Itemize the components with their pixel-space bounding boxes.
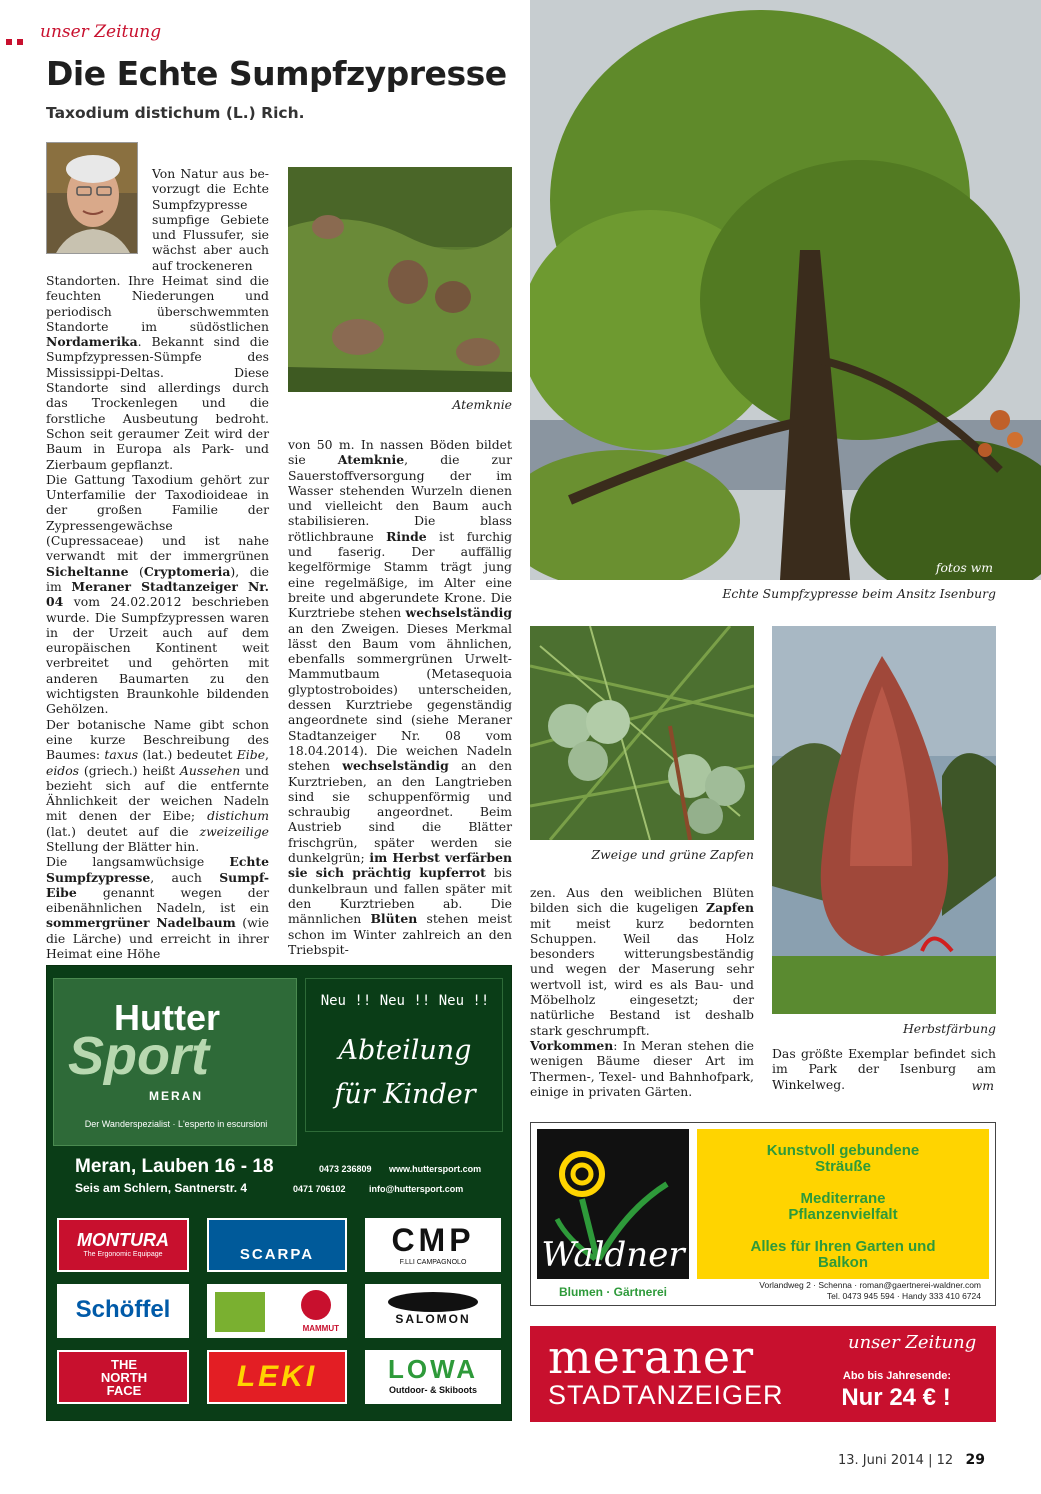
hutter-logo-box — [53, 978, 297, 1146]
meraner-name-2: STADTANZEIGER — [548, 1380, 784, 1410]
meraner-abo: Abo bis Jahresende: — [842, 1370, 952, 1382]
article-col-4: Das größte Exemplar befindet sich im Park der Isenburg am Winkelweg. — [772, 1046, 996, 1092]
salomon-icon — [388, 1292, 478, 1312]
article-col-2: von 50 m. In nassen Böden bildet sie Atemknie, die zur Sauerstoffversorgung der im Wasser stehenden Wurzeln dienen und vielleicht den Baum auch stabilisieren. Die blass rötlichbraune Rinde ist furchig und faserig. Der auffällig kegelförmige Stamm trägt jung eine regelmäßige, im Alter eine breite und abgerundete Krone. Die Kurztriebe stehen wechselständig an den Zweigen. Dieses Merkmal lässt den Baum vom ähnlichen, ebenfalls sommergrünen Urwelt-Mammutbaum (Metasequoia glyptostroboides) unterscheiden, dessen Kurztriebe gegenständig angeordnete sind (siehe Meraner Stadtanzeiger Nr. 08 vom 18.04.2014). Die weichen Nadeln stehen wechselständig an den Kurztrieben, an den Langtrieben sind sie schuppenförmig und schraubig angeordnet. Beim Austrieb sind die Blätter frischgrün, später werden sie dunkelgrün; im Herbst verfärben sie sich prächtig kupferrot bis dunkelbraun und fallen später mit den Kurztrieben ab. Die männlichen Blüten stehen meist schon im Winter zahlreich an den Triebspit- — [288, 437, 512, 957]
waldner-line-2: Mediterrane Pflanzenvielfalt — [788, 1190, 898, 1223]
photo-atemknie — [288, 167, 512, 392]
ad-hutter-sport[interactable] — [46, 965, 512, 1421]
waldner-line-3: Alles für Ihren Garten und Balkon — [750, 1238, 936, 1271]
article-author: wm — [971, 1078, 994, 1093]
footer-date: 13. Juni 2014 | 12 — [838, 1453, 954, 1468]
brand-schoeffel — [57, 1284, 189, 1338]
article-title: Die Echte Sumpfzypresse — [46, 54, 507, 93]
page-footer — [838, 1452, 985, 1468]
header-logo: unser Zeitung — [40, 22, 162, 42]
waldner-line-1: Kunstvoll gebundene Sträuße — [766, 1142, 920, 1175]
brand-cmp-sub: F.LLI CAMPAGNOLO — [399, 1259, 467, 1266]
brand-montura-sub: The Ergonomic Equipage — [83, 1251, 163, 1258]
ad-meraner-stadtanzeiger[interactable] — [530, 1326, 996, 1422]
article-subtitle: Taxodium distichum (L.) Rich. — [46, 104, 305, 122]
article-col-1-intro — [152, 166, 269, 273]
meraner-name-1: meraner — [548, 1330, 755, 1384]
hutter-abteilung-2: für Kinder — [334, 1079, 476, 1110]
hutter-brand-2: Sport — [68, 1026, 209, 1086]
brand-mammut — [207, 1284, 347, 1338]
article-col-3: zen. Aus den weiblichen Blüten bilden sich die kugeligen Zapfen mit meist kurz bedornten Schuppen. Weil das Holz besonders witterungsbeständig und wegen der Maserung sehr wertvoll ist, wird es als Bau- und Möbelholz eingesetzt; der natürliche Bestand ist deshalb stark geschrumpft. Vorkommen: In Meran stehen die wenigen Bäume dieser Art im Thermen-, Texel- und Bahnhofpark, einige in privaten Gärten. — [530, 885, 754, 1099]
brand-montura-label: MONTURA — [77, 1230, 169, 1250]
brand-leki — [207, 1350, 347, 1404]
brand-cmp-label: CMP — [391, 1222, 475, 1258]
brand-montura — [57, 1218, 189, 1272]
brand-north-face-label: THE NORTH FACE — [100, 1357, 148, 1398]
waldner-contact-1: Vorlandweg 2 · Schenna · roman@gaertnerei-waldner.com — [759, 1280, 981, 1290]
hutter-abteilung-1: Abteilung — [338, 1035, 472, 1066]
caption-main-photo: Echte Sumpfzypresse beim Ansitz Isenburg — [722, 586, 996, 601]
brand-salomon — [365, 1284, 501, 1338]
article-col-1: Standorten. Ihre Heimat sind die feuchten Niederungen und periodisch überschwemmten Standorte im südöstlichen Nordamerika. Bekannt sind die Sumpfzypressen-Sümpfe des Mississippi-Deltas. Diese Standorte sind allerdings durch das Trockenlegen und die forstliche Ausbeutung bedroht. Schon seit geraumer Zeit wird der Baum in Europa als Park- und Zierbaum gepflanzt. Die Gattung Taxodium gehört zur Unterfamilie der Taxodioideae in der großen Familie der Zypressengewächse (Cupressaceae) und ist nahe verwandt mit der immergrünen Sicheltanne (Cryptomeria), die im Meraner Stadtanzeiger Nr. 04 vom 24.02.2012 beschrieben wurde. Die Sumpfzypressen waren in der Urzeit auch auf dem europäischen Kontinent weit verbreitet und gehörten mit anderen Baumarten zu den wichtigsten Braunkohle bildenden Gehölzen. Der botanische Name gibt schon eine kurze Beschreibung des Baumes: taxus (lat.) bedeutet Eibe, eidos (griech.) heißt Aussehen und bezieht sich auf die entfernte Ähnlichkeit der weichen Nadeln mit denen der Eibe; distichum (lat.) deutet auf die zweizeilige Stellung der Blätter hin. Die langsamwüchsige Echte Sumpfzypresse, auch Sumpf-Eibe genannt wegen der eibenähnlichen Nadeln, ist ein sommergrüner Nadelbaum (wie die Lärche) und erreicht in ihrer Heimat eine Höhe — [46, 273, 270, 962]
brand-lowa-label: LOWA — [388, 1354, 478, 1384]
brand-leki-label: LEKI — [236, 1360, 318, 1393]
hutter-email: info@huttersport.com — [369, 1184, 464, 1194]
waldner-logo-box — [537, 1129, 689, 1279]
caption-zapfen: Zweige und grüne Zapfen — [591, 847, 754, 862]
author-portrait — [46, 142, 138, 254]
hutter-city: MERAN — [149, 1089, 203, 1103]
karpos-icon — [215, 1292, 265, 1332]
hutter-kinder-box — [305, 978, 503, 1132]
photo-main-tree — [530, 0, 1041, 580]
meraner-logo: unser Zeitung — [848, 1332, 977, 1353]
page-number: 29 — [965, 1452, 986, 1468]
brand-lowa-sub: Outdoor- & Skiboots — [389, 1385, 477, 1395]
waldner-sub-2: Gärtnerei — [613, 1285, 668, 1299]
photo-herbst — [772, 626, 996, 1014]
hutter-phone-2: 0471 706102 — [293, 1184, 346, 1194]
hutter-tagline: Der Wanderspezialist · L'esperto in escursioni — [84, 1119, 268, 1129]
photo-zapfen — [530, 626, 754, 840]
hutter-web: www.huttersport.com — [389, 1164, 482, 1174]
waldner-contact-2: Tel. 0473 945 594 · Handy 333 410 6724 — [826, 1291, 981, 1301]
caption-herbst: Herbstfärbung — [902, 1021, 996, 1036]
mammut-icon — [301, 1290, 331, 1320]
caption-atemknie: Atemknie — [452, 397, 512, 412]
brand-lowa — [365, 1350, 501, 1404]
brand-mammut-label: MAMMUT — [302, 1324, 339, 1333]
brand-north-face — [57, 1350, 189, 1404]
brand-salomon-label: SALOMON — [395, 1312, 471, 1326]
caption-fotos: fotos wm — [935, 560, 993, 575]
hutter-brand-1: Hutter — [114, 997, 220, 1038]
brand-schoeffel-label: Schöffel — [75, 1296, 171, 1323]
brand-scarpa-label: SCARPA — [239, 1246, 315, 1263]
waldner-sub: Blumen · Gärtnerei — [558, 1285, 668, 1299]
waldner-yellow-box — [697, 1129, 989, 1279]
hutter-address-1: Meran, Lauben 16 - 18 — [75, 1156, 274, 1177]
meraner-price: Nur 24 € ! — [841, 1384, 951, 1411]
brand-cmp — [365, 1218, 501, 1272]
hutter-phone-1: 0473 236809 — [319, 1164, 372, 1174]
intro-text: Von Natur aus be-vorzugt die Echte Sumpfzypresse sumpfige Gebiete und Flussufer, sie wächst aber auch auf trockeneren — [152, 166, 269, 273]
waldner-sub-1: Blumen — [558, 1285, 603, 1299]
hutter-neu: Neu !! Neu !! Neu !! — [320, 993, 490, 1009]
waldner-name: Waldner — [541, 1235, 685, 1275]
ad-waldner[interactable] — [530, 1122, 996, 1306]
hutter-address-2: Seis am Schlern, Santnerstr. 4 — [75, 1181, 248, 1195]
brand-scarpa — [207, 1218, 347, 1272]
header-dots — [6, 30, 30, 36]
